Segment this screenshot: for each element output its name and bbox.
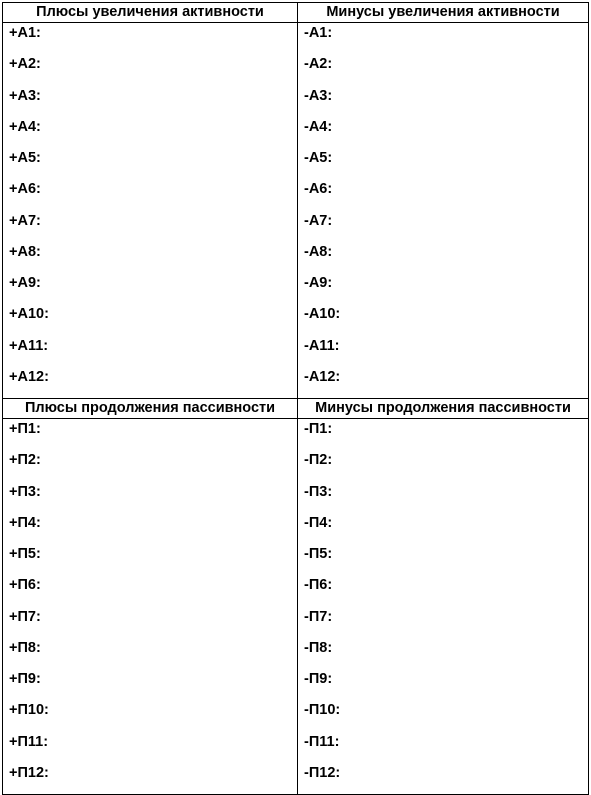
list-item: -П12: <box>304 764 341 781</box>
activity-items-row <box>3 23 589 399</box>
list-item: +П4: <box>9 514 41 531</box>
list-item: -П10: <box>304 702 341 719</box>
activity-pros-list <box>3 23 297 398</box>
list-item: +П2: <box>9 452 41 469</box>
list-item: +А11: <box>9 337 49 354</box>
passivity-cons-cell <box>298 419 589 795</box>
list-item: -П5: <box>304 546 333 562</box>
list-item: -П9: <box>304 671 333 687</box>
pros-cons-table <box>2 2 589 795</box>
list-item: +П10: <box>9 702 49 719</box>
list-item: -П11: <box>304 733 340 750</box>
list-item: -А1: <box>304 25 333 41</box>
list-item: -А12: <box>304 368 341 385</box>
list-item: -П8: <box>304 639 333 656</box>
activity-cons-header: Минусы увеличения активности <box>298 3 589 23</box>
list-item: -П4: <box>304 514 333 531</box>
list-item: +П1: <box>9 421 41 437</box>
list-item: +П3: <box>9 483 41 500</box>
activity-header-row <box>3 3 589 23</box>
list-item: +А10: <box>9 306 49 323</box>
list-item: +П7: <box>9 608 41 625</box>
list-item: -А6: <box>304 181 333 198</box>
list-item: -А11: <box>304 337 340 354</box>
list-item: +А2: <box>9 56 41 73</box>
list-item: -А10: <box>304 306 341 323</box>
list-item: -П6: <box>304 577 333 594</box>
list-item: +А3: <box>9 87 41 104</box>
activity-pros-cell <box>3 23 298 399</box>
list-item: -П2: <box>304 452 333 469</box>
list-item: +А4: <box>9 118 41 135</box>
list-item: +А6: <box>9 181 41 198</box>
list-item: -А9: <box>304 275 333 291</box>
list-item: -П1: <box>304 421 333 437</box>
passivity-cons-header: Минусы продолжения пассивности <box>298 399 589 419</box>
list-item: -П7: <box>304 608 333 625</box>
passivity-items-row <box>3 419 589 795</box>
list-item: +П9: <box>9 671 41 687</box>
list-item: -А2: <box>304 56 333 73</box>
list-item: -П3: <box>304 483 333 500</box>
list-item: -А7: <box>304 212 333 229</box>
passivity-pros-list <box>3 419 297 794</box>
list-item: +П12: <box>9 764 49 781</box>
list-item: +А8: <box>9 243 41 260</box>
activity-cons-list <box>298 23 588 398</box>
passivity-pros-header: Плюсы продолжения пассивности <box>3 399 298 419</box>
list-item: +А7: <box>9 212 41 229</box>
list-item: +А1: <box>9 25 41 41</box>
passivity-cons-list <box>298 419 588 794</box>
list-item: -А4: <box>304 118 333 135</box>
activity-cons-cell <box>298 23 589 399</box>
list-item: -А8: <box>304 243 333 260</box>
list-item: -А5: <box>304 150 333 166</box>
list-item: +А5: <box>9 150 41 166</box>
passivity-pros-cell <box>3 419 298 795</box>
list-item: +П11: <box>9 733 49 750</box>
activity-pros-header: Плюсы увеличения активности <box>3 3 298 23</box>
list-item: +А12: <box>9 368 49 385</box>
list-item: +А9: <box>9 275 41 291</box>
list-item: -А3: <box>304 87 333 104</box>
passivity-header-row <box>3 399 589 419</box>
list-item: +П6: <box>9 577 41 594</box>
list-item: +П8: <box>9 639 41 656</box>
list-item: +П5: <box>9 546 41 562</box>
